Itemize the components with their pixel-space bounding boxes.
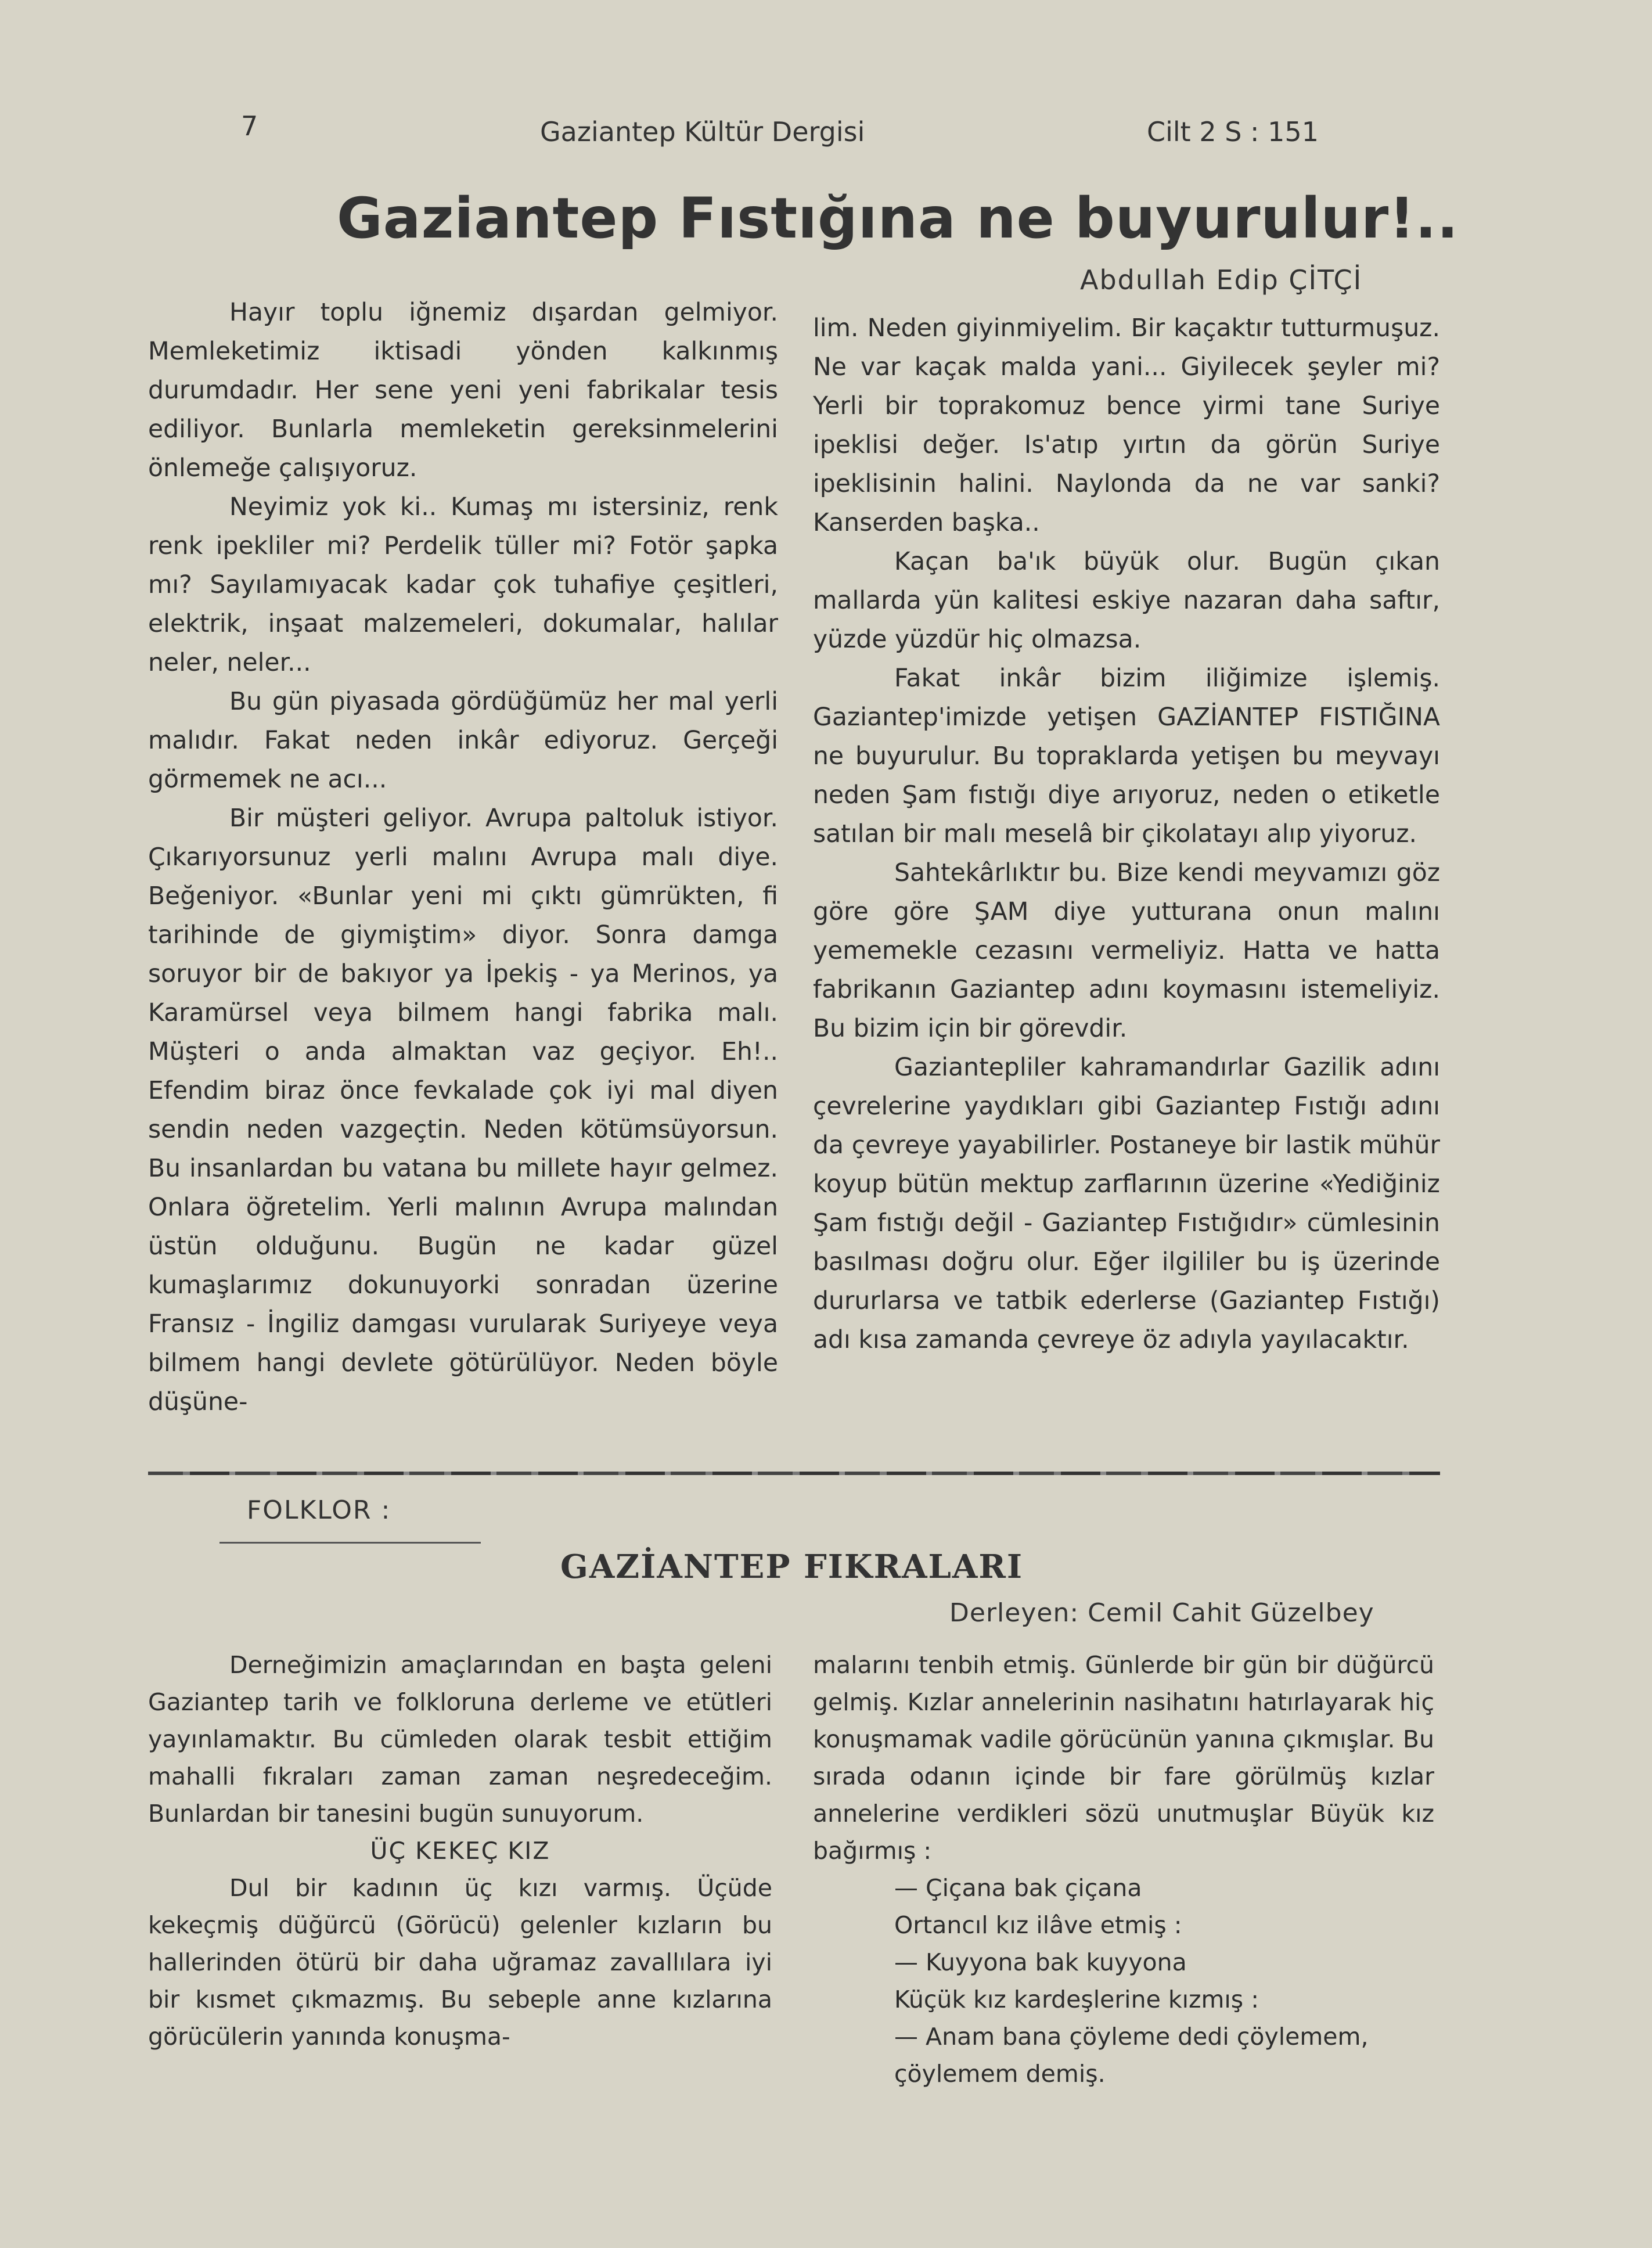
running-header bbox=[0, 110, 1652, 151]
paragraph: Bir müşteri geliyor. Avrupa paltoluk istiyor. Çıkarıyorsunuz yerli malını Avrupa malı diye. Beğeniyor. «Bunlar yeni mi çıktı gümrükten, fi tarihinde de giymiştim» diyor. Sonra damga soruyor bir de bakıyor ya İpekiş - ya Merinos, ya Karamürsel veya bilmem hangi fabrika malı. Müşteri o anda almaktan vaz geçiyor. Eh!.. Efendim biraz önce fevkalade çok iyi mal diyen sendin neden vazgeçtin. Neden kötümsüyorsun. Bu insanlardan bu vatana bu millete hayır gelmez. Onlara öğretelim. Yerli malının Avrupa malından üstün olduğunu. Bugün ne kadar güzel kumaşlarımız dokunuyorki sonradan üzerine Fransız - İngiliz damgası vurularak Suriyeye veya bilmem hangi devlete götürülüyor. Neden böyle düşüne- bbox=[148, 804, 778, 1416]
page-number: 7 bbox=[241, 110, 258, 142]
volume-issue: Cilt 2 S : 151 bbox=[1147, 116, 1319, 148]
paragraph: Fakat inkâr bizim iliğimize işlemiş. Gaziantep'imizde yetişen GAZİANTEP FISTIĞINA ne buyurulur. Bu topraklarda yetişen bu meyvayı neden Şam fıstığı diye arıyoruz, neden o etiketle satılan bir malı meselâ bir çikolatayı alıp yiyoruz. bbox=[813, 664, 1440, 848]
paragraph: Hayır toplu iğnemiz dışardan gelmiyor. Memleketimiz iktisadi yönden kalkınmış durumdadır. Her sene yeni yeni fabrikalar tesis ediliyor. Bunlarla memleketin gereksinmelerini önlemeğe çalışıyoruz. bbox=[148, 298, 778, 483]
dialogue-line: — Anam bana çöyleme dedi çöylemem, çöylemem demiş. bbox=[894, 2023, 1369, 2088]
story-title: ÜÇ KEKEÇ KIZ bbox=[370, 1837, 550, 1865]
paragraph: Sahtekârlıktır bu. Bize kendi meyvamızı göz göre göre ŞAM diye yutturana onun malını yememekle cezasını vermeliyiz. Hatta ve hatta fabrikanın Gaziantep adını koymasını istemeliyiz. Bu bizim için bir görevdir. bbox=[813, 859, 1440, 1043]
section-divider bbox=[148, 1472, 1440, 1475]
paragraph: Neyimiz yok ki.. Kumaş mı istersiniz, renk renk ipekliler mi? Perdelik tüller mi? Fotör şapka mı? Sayılamıyacak kadar çok tuhafiye çeşitleri, elektrik, inşaat malzemeleri, dokumalar, halılar neler, neler... bbox=[148, 493, 778, 677]
article-column-right bbox=[813, 309, 1440, 1359]
folklore-column-right bbox=[813, 1646, 1434, 2092]
paragraph: Dul bir kadının üç kızı varmış. Üçüde kekeçmiş düğürcü (Görücü) gelenler kızların bu hallerinden ötürü bir daha uğramaz zavallılara iyi bir kısmet çıkmazmış. Bu sebeple anne kızlarına görücülerin yanında konuşma- bbox=[148, 1874, 772, 2051]
folklore-title: GAZİANTEP FIKRALARI bbox=[560, 1548, 1024, 1586]
paragraph: Gaziantepliler kahramandırlar Gazilik adını çevrelerine yaydıkları gibi Gaziantep Fıstığı adını da çevreye yayabilirler. Postaneye bir lastik mühür koyup bütün mektup zarflarının üzerine «Yediğiniz Şam fıstığı değil - Gaziantep Fıstığıdır» cümlesinin basılması doğru olur. Eğer ilgililer bu iş üzerinde dururlarsa ve tatbik ederlerse (Gaziantep Fıstığı) adı kısa zamanda çevreye öz adıyla yayılacaktır. bbox=[813, 1053, 1440, 1354]
dialogue-line: Küçük kız kardeşlerine kızmış : bbox=[894, 1986, 1259, 2013]
paragraph: lim. Neden giyinmiyelim. Bir kaçaktır tutturmuşuz. Ne var kaçak malda yani... Giyilecek şeyler mi? Yerli bir toprakomuz bence yirmi tane Suriye ipeklisi değer. Is'atıp yırtın da görün Suriye ipeklisinin halini. Naylonda da ne var sanki? Kanserden başka.. bbox=[813, 314, 1440, 537]
dialogue-line: — Çiçana bak çiçana bbox=[894, 1874, 1142, 1902]
folklore-author: Derleyen: Cemil Cahit Güzelbey bbox=[949, 1598, 1374, 1628]
dialogue-line: Ortancıl kız ilâve etmiş : bbox=[894, 1911, 1182, 1939]
article-title: Gaziantep Fıstığına ne buyurulur!.. bbox=[337, 186, 1459, 251]
article-column-left bbox=[148, 293, 778, 1422]
paragraph: Derneğimizin amaçlarından en başta geleni Gaziantep tarih ve folkloruna derleme ve etütleri yayınlamaktır. Bu cümleden olarak tesbit ettiğim mahalli fıkraları zaman zaman neşredeceğim. Bunlardan bir tanesini bugün sunuyorum. bbox=[148, 1651, 772, 1828]
section-label: FOLKLOR : bbox=[247, 1495, 391, 1525]
article-author: Abdullah Edip ÇİTÇİ bbox=[1080, 264, 1363, 296]
magazine-name: Gaziantep Kültür Dergisi bbox=[540, 116, 865, 148]
paragraph: Kaçan ba'ık büyük olur. Bugün çıkan mallarda yün kalitesi eskiye nazaran daha saftır, yüzde yüzdür hiç olmazsa. bbox=[813, 548, 1440, 654]
paragraph: Bu gün piyasada gördüğümüz her mal yerli malıdır. Fakat neden inkâr ediyoruz. Gerçeği görmemek ne acı... bbox=[148, 688, 778, 794]
paragraph: malarını tenbih etmiş. Günlerde bir gün bir düğürcü gelmiş. Kızlar annelerinin nasihatını hatırlayarak hiç konuşmamak vadile görücünün yanına çıkmışlar. Bu sırada odanın içinde bir fare görülmüş kızlar annelerine verdikleri sözü unutmuşlar Büyük kız bağırmış : bbox=[813, 1651, 1434, 1865]
section-label-underline bbox=[219, 1542, 481, 1544]
dialogue-line: — Kuyyona bak kuyyona bbox=[894, 1948, 1187, 1976]
folklore-column-left bbox=[148, 1646, 772, 2055]
